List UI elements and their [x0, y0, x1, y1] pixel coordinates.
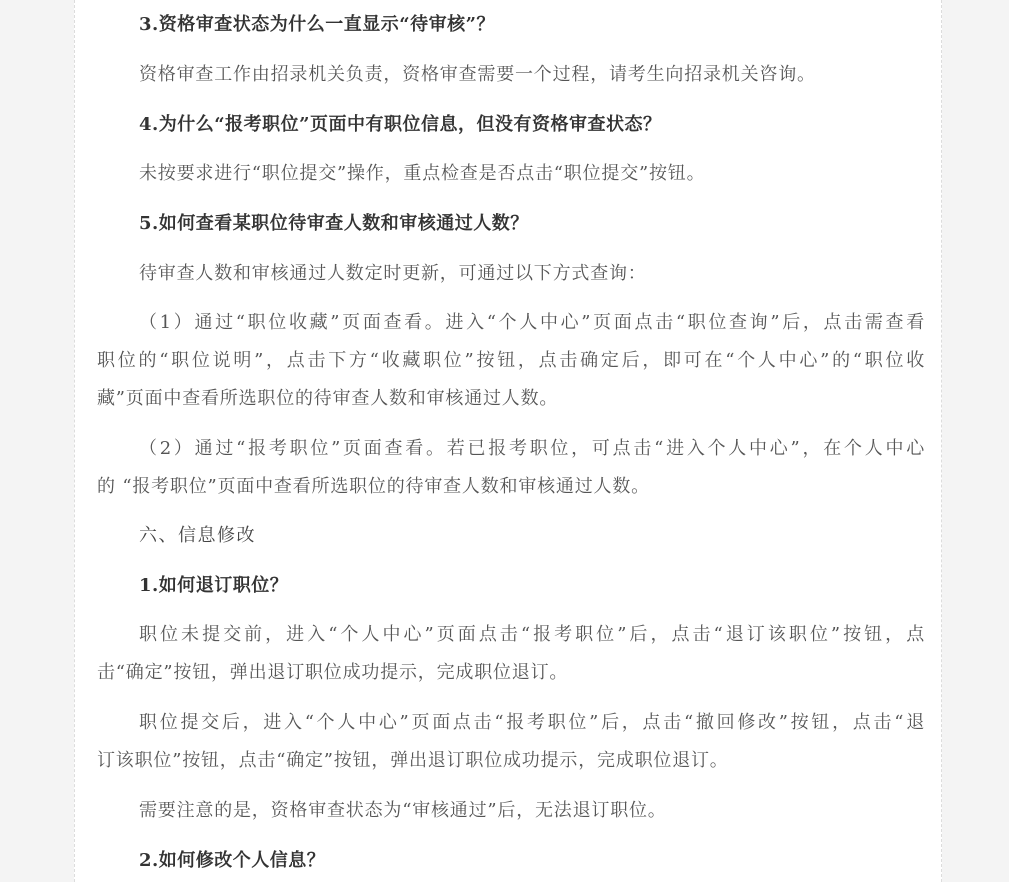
section-6-question-1-title: 1.如何退订职位？ [139, 575, 289, 596]
question-5-method-2-line-2: 的 “报考职位”页面中查看所选职位的待审查人数和审核通过人数。 [97, 476, 650, 497]
section-6-question-1-para-2-line-1: 职位提交后，进入“个人中心”页面点击“报考职位”后，点击“撤回修改”按钮，点击“退 [139, 712, 925, 733]
question-3-answer: 资格审查工作由招录机关负责，资格审查需要一个过程，请考生向招录机关咨询。 [139, 64, 816, 85]
article-page [74, 0, 942, 882]
section-6-question-1-note: 需要注意的是，资格审查状态为“审核通过”后，无法退订职位。 [139, 800, 667, 821]
question-5-method-1-line-3: 藏”页面中查看所选职位的待审查人数和审核通过人数。 [97, 388, 559, 409]
question-5-method-2-line-1: （2）通过“报考职位”页面查看。若已报考职位，可点击“进入个人中心”，在个人中心 [139, 438, 925, 459]
section-6-question-1-para-1-line-2: 击“确定”按钮，弹出退订职位成功提示，完成职位退订。 [97, 662, 569, 683]
section-6-question-2-title: 2.如何修改个人信息？ [139, 850, 326, 871]
question-5-intro: 待审查人数和审核通过人数定时更新，可通过以下方式查询： [139, 263, 647, 284]
question-4-answer: 未按要求进行“职位提交”操作，重点检查是否点击“职位提交”按钮。 [139, 163, 706, 184]
question-5-method-1-line-2: 职位的“职位说明”，点击下方“收藏职位”按钮，点击确定后，即可在“个人中心”的“职位收 [97, 350, 925, 371]
question-5-method-1-line-1: （1）通过“职位收藏”页面查看。进入“个人中心”页面点击“职位查询”后，点击需查看 [139, 312, 925, 333]
question-4-title: 4.为什么“报考职位”页面中有职位信息，但没有资格审查状态？ [139, 114, 662, 135]
section-6-question-1-para-1-line-1: 职位未提交前，进入“个人中心”页面点击“报考职位”后，点击“退订该职位”按钮，点 [139, 624, 925, 645]
question-3-title: 3.资格审查状态为什么一直显示“待审核”？ [139, 14, 495, 35]
section-6-title: 六、信息修改 [139, 525, 256, 546]
question-5-title: 5.如何查看某职位待审查人数和审核通过人数？ [139, 213, 529, 234]
section-6-question-1-para-2-line-2: 订该职位”按钮，点击“确定”按钮，弹出退订职位成功提示，完成职位退订。 [97, 750, 729, 771]
